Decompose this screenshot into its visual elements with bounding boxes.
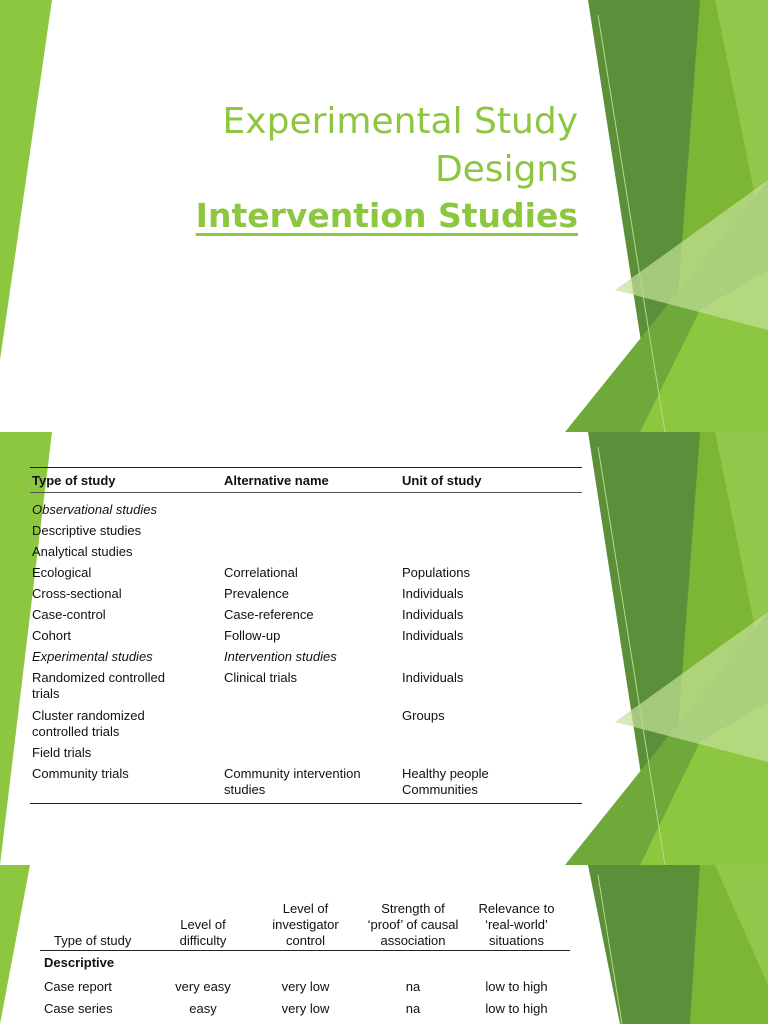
- study-types-table: [32, 473, 582, 499]
- cell-difficulty: easy: [189, 1001, 217, 1016]
- cell-unit: Individuals: [402, 586, 464, 601]
- cell-strength: na: [405, 979, 421, 994]
- table-row: [32, 766, 582, 802]
- table-header-row: [40, 881, 570, 949]
- cell-alt: Correlational: [224, 565, 298, 580]
- cell-control: very low: [281, 1001, 330, 1016]
- cell-unit: Individuals: [402, 607, 464, 622]
- cell-type: Case report: [44, 979, 112, 994]
- cell-type: Field trials: [32, 745, 92, 760]
- study-types-body: [32, 502, 582, 802]
- header-type: Type of study: [54, 933, 132, 948]
- cell-control: very low: [281, 979, 330, 994]
- comparison-table: [40, 881, 570, 949]
- cell-type: Community trials: [32, 766, 129, 781]
- cell-type: Cross-sectional: [32, 586, 122, 601]
- cell-unit: [402, 745, 582, 766]
- cell-relevance: low to high: [485, 1001, 548, 1016]
- subtitle: Intervention Studies: [195, 196, 578, 235]
- table-header-rule: [40, 950, 570, 951]
- table-row: [32, 607, 582, 628]
- table-row: [32, 565, 582, 586]
- cell-alt: [224, 708, 402, 745]
- header-unit: Unit of study: [402, 473, 482, 488]
- cell-alt: [224, 745, 402, 766]
- cell-type: Case-control: [32, 607, 106, 622]
- cell-alt: Clinical trials: [224, 670, 297, 685]
- title-line-1: Experimental Study: [222, 101, 578, 142]
- comparison-body: [44, 955, 570, 1023]
- cell-unit: [402, 523, 582, 544]
- header-difficulty: Level of difficulty: [179, 917, 227, 948]
- study-comparison-slide: [0, 865, 768, 1024]
- cell-type: Experimental studies: [32, 649, 153, 664]
- header-strength: Strength of ‘proof’ of causal association: [367, 901, 459, 948]
- cell-unit: [402, 502, 582, 523]
- table-header-row: [32, 473, 582, 499]
- cell-difficulty: very easy: [175, 979, 231, 994]
- table-top-rule: [30, 467, 582, 468]
- cell-type: Randomized controlled trials: [32, 670, 165, 701]
- cell-type: Cohort: [32, 628, 72, 643]
- table-row: [32, 745, 582, 766]
- table-row: [32, 628, 582, 649]
- cell-relevance: low to high: [485, 979, 548, 994]
- table-row: [32, 586, 582, 607]
- table-row: [44, 1001, 570, 1023]
- cell-type: Descriptive studies: [32, 523, 142, 538]
- cell-unit: Individuals: [402, 670, 464, 685]
- cell-alt: Intervention studies: [224, 649, 337, 664]
- table-row: [32, 523, 582, 544]
- cell-type: Cluster randomized controlled trials: [32, 708, 145, 739]
- cell-strength: na: [405, 1001, 421, 1016]
- title-line-2: Designs: [434, 149, 578, 190]
- study-types-slide: [0, 432, 768, 865]
- table-row: [32, 708, 582, 745]
- cell-unit: Healthy people Communities: [402, 766, 489, 797]
- cell-alt: Community intervention studies: [224, 766, 361, 797]
- slide-title: [196, 98, 578, 238]
- header-relevance: Relevance to ‘real-world’ situations: [478, 901, 555, 948]
- table-row: [32, 670, 582, 708]
- table-row: [32, 649, 582, 670]
- cell-unit: [402, 544, 582, 565]
- cell-type: Case series: [44, 1001, 113, 1016]
- cell-type: Ecological: [32, 565, 92, 580]
- table-section-row: [44, 955, 570, 979]
- table-row: [44, 979, 570, 1001]
- header-control: Level of investigator control: [272, 901, 339, 948]
- header-alt: Alternative name: [224, 473, 329, 488]
- cell-unit: Groups: [402, 708, 445, 723]
- cell-unit: [402, 649, 582, 670]
- cell-unit: Individuals: [402, 628, 464, 643]
- cell-alt: [224, 544, 402, 565]
- cell-alt: [224, 502, 402, 523]
- cell-unit: Populations: [402, 565, 470, 580]
- cell-alt: Prevalence: [224, 586, 290, 601]
- cell-alt: [224, 523, 402, 544]
- cell-alt: Follow-up: [224, 628, 281, 643]
- cell-type: Analytical studies: [32, 544, 133, 559]
- table-bottom-rule: [30, 803, 582, 804]
- header-type: Type of study: [32, 473, 116, 488]
- title-slide: [0, 0, 768, 432]
- table-row: [32, 544, 582, 565]
- cell-alt: Case-reference: [224, 607, 314, 622]
- table-row: [32, 502, 582, 523]
- cell-type: Observational studies: [32, 502, 158, 517]
- section-label: Descriptive: [44, 955, 115, 970]
